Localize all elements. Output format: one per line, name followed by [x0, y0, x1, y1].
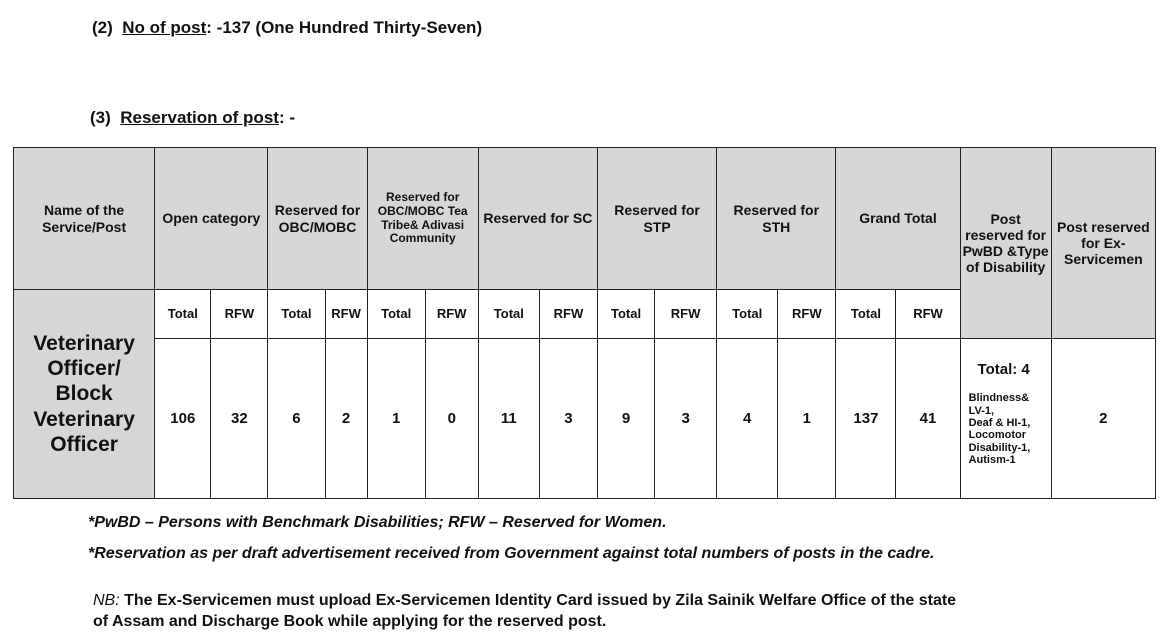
- subheader-total: Total: [155, 290, 211, 339]
- footnote-reservation: *Reservation as per draft advertisement received from Government against total numbers of posts in the cadre.: [88, 545, 935, 562]
- pwbd-detail-line: Locomotor: [968, 429, 1027, 442]
- tea-total-value: 1: [367, 339, 425, 499]
- sc-rfw-value: 3: [539, 339, 597, 499]
- header-ex-servicemen: Post reserved for Ex-Servicemen: [1051, 148, 1155, 339]
- header-sth: Reserved for STH: [717, 148, 836, 290]
- post-name-cell: Veterinary Officer/ Block Veterinary Officer: [14, 290, 155, 499]
- subheader-total: Total: [836, 290, 896, 339]
- open-rfw-value: 32: [211, 339, 268, 499]
- data-row: [14, 339, 1156, 499]
- header-pwbd: Post reserved for PwBD &Type of Disability: [960, 148, 1051, 339]
- subheader-rfw: RFW: [896, 290, 960, 339]
- nb-line-2: of Assam and Discharge Book while applying for the reserved post.: [93, 613, 607, 630]
- header-sc: Reserved for SC: [478, 148, 597, 290]
- header-stp: Reserved for STP: [597, 148, 716, 290]
- tea-rfw-value: 0: [425, 339, 478, 499]
- obc-total-value: 6: [268, 339, 325, 499]
- subheader-total: Total: [717, 290, 778, 339]
- section-reservation-of-post: [90, 108, 295, 128]
- open-total-value: 106: [155, 339, 211, 499]
- pwbd-detail-line: Blindness&: [968, 392, 1030, 405]
- header-grand-total: Grand Total: [836, 148, 960, 290]
- nb-text-1: The Ex-Servicemen must upload Ex-Servicemen Identity Card issued by Zila Sainik Welfare Office of the state: [119, 592, 957, 609]
- nb-label: NB:: [93, 592, 120, 609]
- section-label: Reservation of post: [120, 108, 279, 127]
- pwbd-details: [969, 392, 1047, 466]
- footnote-pwbd: *PwBD – Persons with Benchmark Disabilities; RFW – Reserved for Women.: [88, 514, 667, 531]
- grand-rfw-value: 41: [896, 339, 960, 499]
- sth-total-value: 4: [717, 339, 778, 499]
- header-row: [14, 148, 1156, 290]
- subheader-rfw: RFW: [778, 290, 836, 339]
- subheader-total: Total: [367, 290, 425, 339]
- ex-servicemen-value: 2: [1051, 339, 1155, 499]
- section-no-of-post: [92, 18, 482, 38]
- subheader-rfw: RFW: [539, 290, 597, 339]
- section-value: : -: [278, 108, 295, 127]
- pwbd-cell: [960, 339, 1051, 499]
- subheader-rfw: RFW: [211, 290, 268, 339]
- pwbd-detail-line: Autism-1: [968, 453, 1016, 466]
- pwbd-detail-line: Deaf & HI-1,: [968, 416, 1031, 429]
- section-value: : -137 (One Hundred Thirty-Seven): [206, 18, 483, 37]
- header-name-of-post: Name of the Service/Post: [14, 148, 155, 290]
- section-number: (2): [92, 18, 113, 37]
- nb-line-1: [93, 592, 956, 610]
- pwbd-total: Total: 4: [977, 361, 1030, 378]
- pwbd-detail-line: LV-1,: [968, 404, 995, 417]
- header-open-category: Open category: [155, 148, 268, 290]
- pwbd-detail-line: Disability-1,: [968, 441, 1031, 454]
- stp-rfw-value: 3: [655, 339, 717, 499]
- header-obc-mobc: Reserved for OBC/MOBC: [268, 148, 367, 290]
- obc-rfw-value: 2: [325, 339, 367, 499]
- stp-total-value: 9: [597, 339, 654, 499]
- subheader-rfw: RFW: [325, 290, 367, 339]
- header-tea-tribe: Reserved for OBC/MOBC Tea Tribe& Adivasi Community: [367, 148, 478, 290]
- subheader-total: Total: [597, 290, 654, 339]
- subheader-total: Total: [478, 290, 539, 339]
- grand-total-value: 137: [836, 339, 896, 499]
- reservation-table: [13, 147, 1156, 499]
- section-label: No of post: [122, 18, 207, 37]
- sc-total-value: 11: [478, 339, 539, 499]
- subheader-rfw: RFW: [655, 290, 717, 339]
- subheader-rfw: RFW: [425, 290, 478, 339]
- sth-rfw-value: 1: [778, 339, 836, 499]
- section-number: (3): [90, 108, 111, 127]
- subheader-total: Total: [268, 290, 325, 339]
